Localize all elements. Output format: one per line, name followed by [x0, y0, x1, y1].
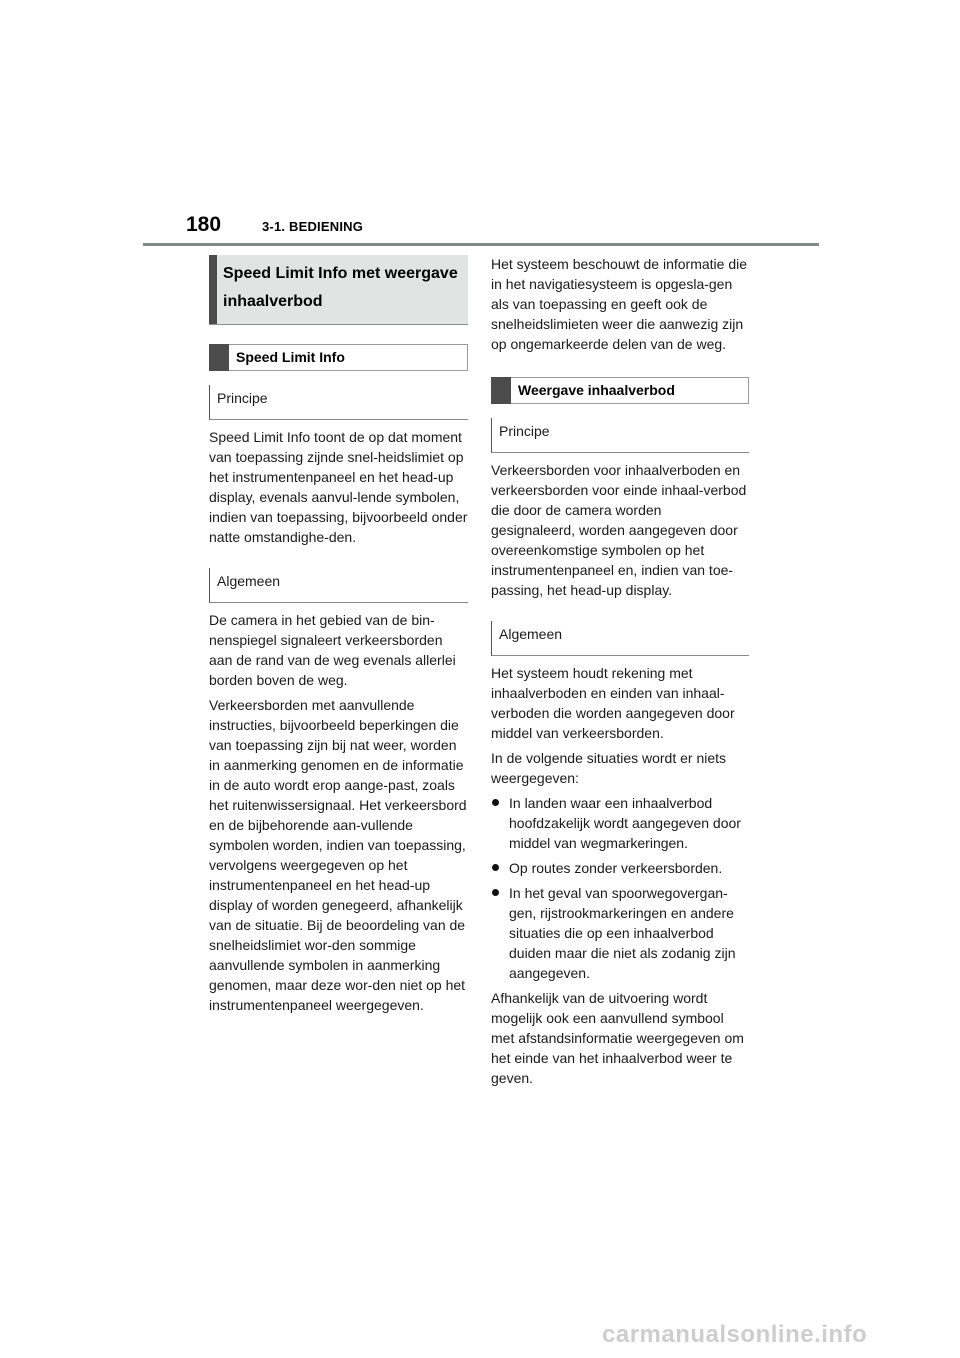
left-column [209, 255, 468, 1015]
principe-paragraph: Speed Limit Info toont de op dat moment van toepassing zijnde snel-heidslimiet op het instrumentenpaneel en het head-up display, evenals aanvul-lende symbolen, indien van toepassing, bijvoorbeeld onder natte omstandighe-den. [209, 429, 468, 545]
bullet-icon [492, 799, 499, 806]
sub-heading-speed-limit-info: Speed Limit Info [209, 344, 468, 371]
list-item-text: Op routes zonder verkeersborden. [509, 860, 723, 876]
principe-paragraph: Verkeersborden voor inhaalverboden en verkeersborden voor einde inhaal-verbod die door de camera worden gesignaleerd, worden aangegeven door overeenkomstige symbolen op het instrumentenpaneel en, indien van toe-passing, het head-up display. [491, 462, 747, 598]
watermark: carmanualsonline.info [602, 1321, 868, 1348]
header-divider [143, 243, 819, 246]
heading-algemeen: Algemeen [209, 568, 468, 603]
section-title: 3-1. BEDIENING [262, 219, 364, 234]
sub-heading-weergave-inhaalverbod: Weergave inhaalverbod [491, 377, 749, 404]
right-column [491, 255, 749, 1088]
page-number: 180 [186, 213, 222, 236]
algemeen-paragraph-2: In de volgende situaties wordt er niets weergegeven: [491, 750, 727, 786]
list-item-text: In landen waar een inhaalverbod hoofdzakelijk wordt aangegeven door middel van wegmarkeringen. [509, 795, 741, 851]
list-item [491, 883, 749, 983]
algemeen-paragraph-2: Verkeersborden met aanvullende instructies, bijvoorbeeld beperkingen die van toepassing zijn bij nat weer, worden in aanmerking genomen en de informatie in de auto wordt erop aange-past, zoals het ruitenwissersignaal. Het verkeersbord en de bijbehorende aan-vullende symbolen worden, indien van toepassing, vervolgens weergegeven op het instrumentenpaneel en het head-up display of worden genegeerd, afhankelijk van de situatie. Bij de beoordeling van de snelheidslimiet wor-den sommige aanvullende symbolen in aanmerking genomen, maar deze wor-den niet op het instrumentenpaneel weergegeven. [209, 697, 467, 1013]
closing-paragraph: Afhankelijk van de uitvoering wordt mogelijk ook een aanvullend symbool met afstandsinformatie weergegeven om het einde van het inhaalverbod weer te geven. [491, 990, 744, 1086]
heading-principe: Principe [491, 418, 749, 453]
list-item [491, 858, 749, 878]
bullet-icon [492, 889, 499, 896]
intro-paragraph: Het systeem beschouwt de informatie die in het navigatiesysteem is opgesla-gen als van toepassing en geeft ook de snelheidslimieten weer die aanwezig zijn op ongemarkeerde delen van de weg. [491, 256, 748, 352]
list-item [491, 793, 749, 853]
main-heading: Speed Limit Info met weergave inhaalverbod [209, 255, 468, 325]
heading-principe: Principe [209, 385, 468, 420]
algemeen-paragraph-1: De camera in het gebied van de bin-nenspiegel signaleert verkeersborden aan de rand van de weg evenals allerlei borden boven de weg. [209, 612, 456, 688]
algemeen-paragraph-1: Het systeem houdt rekening met inhaalverboden en einden van inhaal-verboden die worden aangegeven door middel van verkeersborden. [491, 665, 735, 741]
heading-algemeen: Algemeen [491, 621, 749, 656]
list-item-text: In het geval van spoorwegovergan-gen, rijstrookmarkeringen en andere situaties die op een inhaalverbod duiden maar die niet als zodanig zijn aangegeven. [509, 885, 736, 981]
bullet-icon [492, 864, 499, 871]
